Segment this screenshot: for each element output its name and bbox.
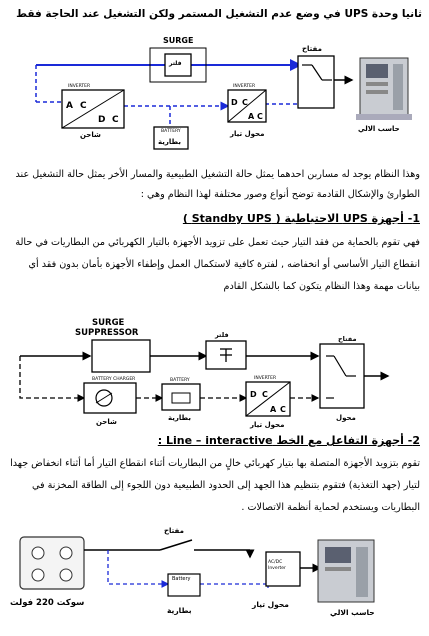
battery2-small-label: BATTERY bbox=[170, 378, 190, 383]
computer-icon bbox=[356, 58, 412, 120]
battery3-label: بطارية bbox=[167, 606, 192, 615]
socket-label: سوكت 220 فولت bbox=[10, 598, 85, 608]
converter-label: محول تيار bbox=[230, 130, 265, 138]
filter-label: فلتر bbox=[169, 60, 182, 67]
inverter4-label: AC/DC Inverter bbox=[268, 560, 286, 571]
battery-label: بطارية bbox=[158, 138, 181, 146]
filter2-label: فلتر bbox=[215, 331, 229, 339]
computer2-label: حاسب الالي bbox=[330, 608, 375, 617]
section2-body: تقوم بتزويد الأجهزة المتصلة بها بتيار كهربائي خالٍ من البطاريات أثناء انقطاع التيار أما أثناء انخفاض جهدا لتيار (جهد التغذية) فتقوم بتنظيم هذا الجهد إلى الحدود الطبيعية دون اللجوء إلى الطاقة المخزنة في البطاريات ويستخدم لحماية أنظمة الاتصالات . bbox=[10, 458, 420, 513]
svg-text:C: C bbox=[242, 98, 248, 107]
svg-text:A: A bbox=[248, 112, 255, 121]
svg-text:C: C bbox=[112, 115, 119, 125]
battery-charger-box bbox=[84, 383, 136, 413]
switch3-label: مفتاح bbox=[164, 527, 184, 535]
computer-icon-2 bbox=[318, 540, 374, 602]
computer-label: حاسب الالي bbox=[358, 125, 400, 133]
section1-title: 1- أجهزة UPS الاحتياطية ( Standby UPS ) bbox=[182, 212, 420, 225]
battery-charger-small-label: BATTERY CHARGER bbox=[92, 377, 136, 382]
svg-text:C: C bbox=[280, 405, 286, 414]
inverter2-small-label: INVERTER bbox=[233, 84, 256, 89]
svg-text:A: A bbox=[270, 405, 277, 414]
surge2-label: SUPPRESSOR bbox=[75, 328, 139, 338]
switch2-label: مفتاح bbox=[338, 335, 357, 343]
battery-small-label: BATTERY bbox=[161, 129, 181, 134]
charger2-label: شاحن bbox=[96, 418, 117, 426]
battery-box-2 bbox=[162, 384, 200, 410]
switch-line bbox=[160, 540, 192, 550]
svg-text:C: C bbox=[257, 112, 263, 121]
switch-label: مفتاح bbox=[302, 45, 322, 53]
section0-title: ثانيا وحدة UPS في وضع عدم التشغيل المستمر ولكن التشغيل عند الحاجة فقط bbox=[16, 8, 422, 20]
intro-paragraph: وهذا النظام يوجد له مساربن احدهما يمثل حالة التشغيل الطبيعية والمسار الأخر يمثل حالة التشغيل عند الطوارئ والإشكال القادمة توضح أنواع وصور مختلفة لهذا النظام وهي : bbox=[15, 169, 420, 200]
diagram-1 bbox=[20, 340, 388, 416]
surge1-label: SURGE bbox=[92, 318, 125, 328]
diagram-2 bbox=[20, 537, 374, 602]
svg-text:D: D bbox=[98, 115, 106, 125]
switch-box bbox=[298, 56, 334, 108]
socket-icon bbox=[20, 537, 84, 589]
svg-text:A: A bbox=[66, 101, 73, 111]
section2-title: 2- أجهزة التفاعل مع الخط Line – interactive : bbox=[157, 434, 420, 447]
battery2-label: بطارية bbox=[168, 414, 191, 422]
svg-text:D: D bbox=[231, 98, 238, 107]
battery3-small-label: Battery bbox=[172, 576, 191, 582]
inverter-small-label: INVERTER bbox=[68, 84, 91, 89]
svg-text:C: C bbox=[80, 101, 87, 111]
svg-text:D: D bbox=[250, 390, 257, 399]
charger-label: شاحن bbox=[80, 131, 101, 139]
section1-body: فهي تقوم بالحماية من فقد التيار حيث تعمل على تزويد الأجهزة بالتيار الكهربائي من البطاريات في حالة انقطاع التيار الأساسي أو انخفاضه , لفترة كافية لاستكمال العمل وإطفاء الأجهزة بأمان بدون فقد أي بيانات مهمة وهذا النظام يتكون كما بالشكل القادم bbox=[15, 237, 420, 292]
output-label: محول bbox=[336, 414, 356, 422]
svg-text:C: C bbox=[262, 390, 268, 399]
converter3-label: محول تيار bbox=[252, 600, 289, 609]
converter2-label: محول تيار bbox=[250, 421, 285, 429]
surge-suppressor-box bbox=[92, 340, 150, 372]
surge-label: SURGE bbox=[163, 36, 194, 45]
inverter3-small-label: INVERTER bbox=[254, 376, 277, 381]
